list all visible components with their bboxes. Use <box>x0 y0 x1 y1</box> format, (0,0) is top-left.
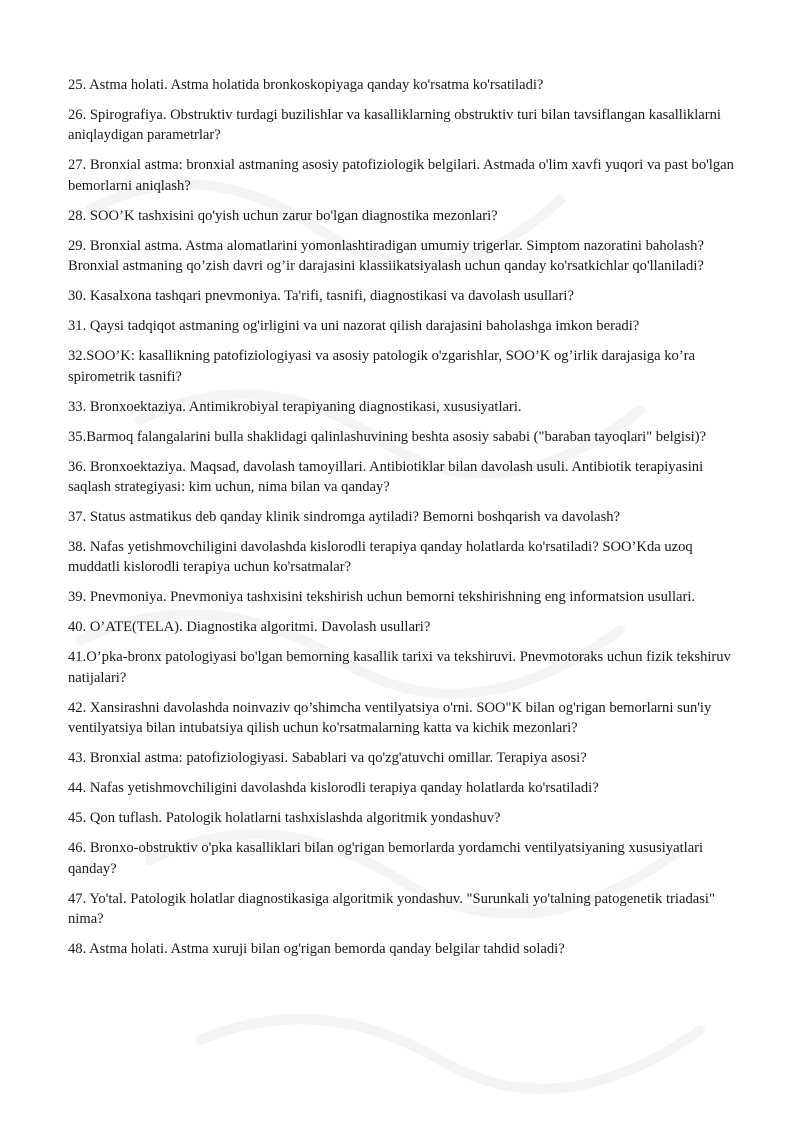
question-list <box>68 75 740 969</box>
question-item: 31. Qaysi tadqiqot astmaning og'irligini va uni nazorat qilish darajasini baholashga imkon beradi? <box>68 318 640 335</box>
question-item: 47. Yo'tal. Patologik holatlar diagnostikasiga algoritmik yondashuv. "Surunkali yo'talning patogenetik triadasi" nima? <box>68 890 715 928</box>
question-item: 33. Bronxoektaziya. Antimikrobiyal terapiyaning diagnostikasi, xususiyatlari. <box>68 398 522 415</box>
question-item: 37. Status astmatikus deb qanday klinik sindromga aytiladi? Bemorni boshqarish va davolash? <box>68 509 621 526</box>
question-item: 36. Bronxoektaziya. Maqsad, davolash tamoyillari. Antibiotiklar bilan davolash usuli. Antibiotik terapiyasini saqlash strategiyasi: kim uchun, nima bilan va qanday? <box>68 458 704 496</box>
question-item: 48. Astma holati. Astma xuruji bilan og'rigan bemorda qanday belgilar tahdid soladi? <box>68 941 565 958</box>
question-item: 45. Qon tuflash. Patologik holatlarni tashxislashda algoritmik yondashuv? <box>68 810 501 827</box>
question-item: 29. Bronxial astma. Astma alomatlarini yomonlashtiradigan umumiy trigerlar. Simptom nazoratini baholash? Bronxial astmaning qo’zish davri og’ir darajasini klassiikatsiyalash uchun qanday ko'rsatkichlar qo'llaniladi? <box>68 237 704 275</box>
question-item: 43. Bronxial astma: patofiziologiyasi. Sabablari va qo'zg'atuvchi omillar. Terapiya asosi? <box>68 750 587 767</box>
question-item: 39. Pnevmoniya. Pnevmoniya tashxisini tekshirish uchun bemorni tekshirishning eng informatsion usullari. <box>68 589 696 606</box>
question-item: 26. Spirografiya. Obstruktiv turdagi buzilishlar va kasalliklarning obstruktiv turi bilan tavsiflangan kasalliklarni aniqlaydigan parametrlar? <box>68 107 721 144</box>
question-item: 46. Bronxo-obstruktiv o'pka kasalliklari bilan og'rigan bemorlarda yordamchi ventilyatsiyaning xususiyatlari qanday? <box>68 840 704 877</box>
question-item: 41.O’pka-bronx patologiyasi bo'lgan bemorning kasallik tarixi va tekshiruvi. Pnevmotoraks uchun fizik tekshiruv natijalari? <box>68 649 731 686</box>
question-item: 42. Xansirashni davolashda noinvaziv qo’shimcha ventilyatsiya o'rni. SOO"K bilan og'rigan bemorlarni sun'iy ventilyatsiya bilan intubatsiya qilish uchun ko'rsatmalarning katta va kichik mezonlari? <box>68 699 712 737</box>
question-item: 32.SOO’K: kasallikning patofiziologiyasi va asosiy patologik o'zgarishlar, SOO’K og’irlik darajasiga ko’ra spirometrik tasnifi? <box>68 348 696 385</box>
question-item: 44. Nafas yetishmovchiligini davolashda kislorodli terapiya qanday holatlarda ko'rsatiladi? <box>68 780 599 797</box>
question-item: 30. Kasalxona tashqari pnevmoniya. Ta'rifi, tasnifi, diagnostikasi va davolash usullari? <box>68 288 574 305</box>
question-item: 25. Astma holati. Astma holatida bronkoskopiyaga qanday ko'rsatma ko'rsatiladi? <box>68 77 544 93</box>
question-item: 40. O’ATE(TELA). Diagnostika algoritmi. Davolash usullari? <box>68 619 431 636</box>
question-item: 28. SOO’K tashxisini qo'yish uchun zarur bo'lgan diagnostika mezonlari? <box>68 207 498 224</box>
question-item: 38. Nafas yetishmovchiligini davolashda kislorodli terapiya qanday holatlarda ko'rsatiladi? SOO’Kda uzoq muddatli kislorodli terapiya uchun ko'rsatmalar? <box>68 539 693 576</box>
question-item: 35.Barmoq falangalarini bulla shaklidagi qalinlashuvining beshta asosiy sababi ("baraban tayoqlari" belgisi)? <box>68 428 707 445</box>
question-item: 27. Bronxial astma: bronxial astmaning asosiy patofiziologik belgilari. Astmada o'lim xavfi yuqori va past bo'lgan bemorlarni aniqlash? <box>68 157 734 194</box>
